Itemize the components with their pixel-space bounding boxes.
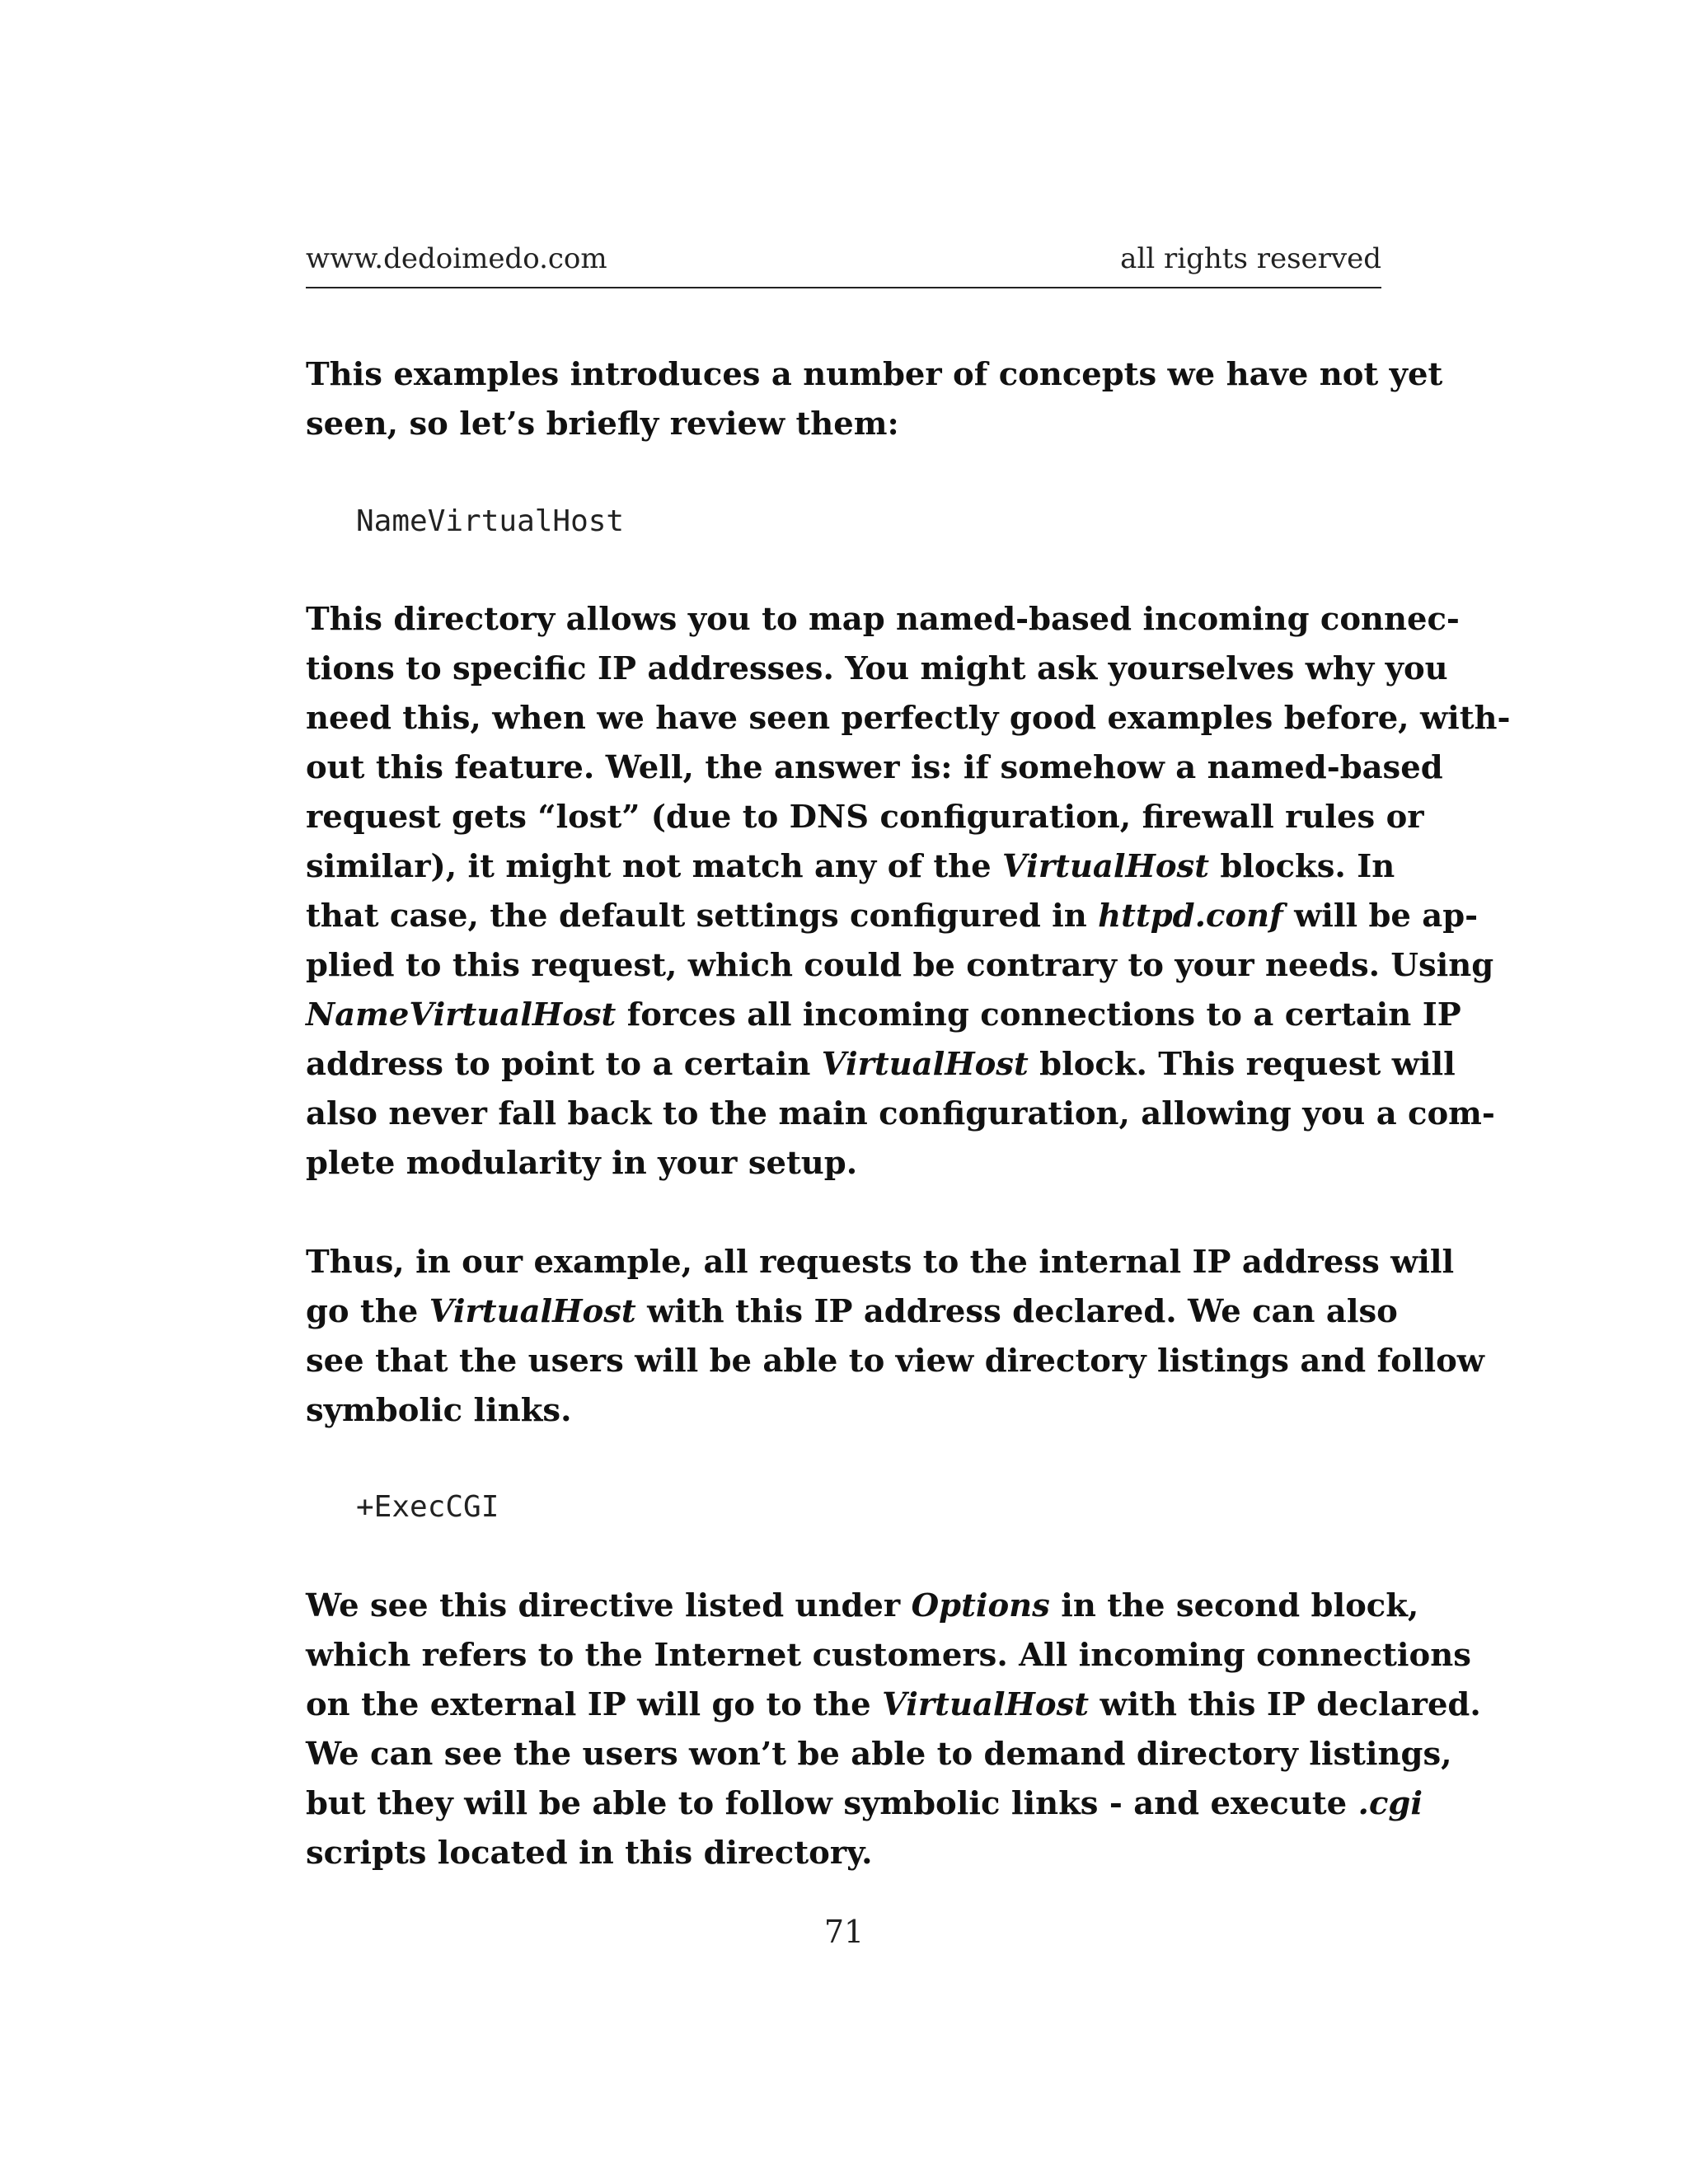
header-site-url: www.dedoimedo.com <box>306 242 607 275</box>
text-line: also never fall back to the main configuration, allowing you a com- <box>306 1095 1495 1132</box>
text-line: out this feature. Well, the answer is: if somehow a named-based <box>306 749 1443 786</box>
text-line <box>306 1582 1419 1631</box>
emphasis-cgi: .cgi <box>1357 1785 1423 1822</box>
namevirtualhost-paragraph <box>306 595 1511 1188</box>
text-line: see that the users will be able to view directory listings and follow <box>306 1343 1484 1380</box>
emphasis-options: Options <box>911 1587 1050 1624</box>
emphasis-virtualhost: VirtualHost <box>821 1046 1029 1083</box>
text-span: blocks. In <box>1220 848 1395 885</box>
emphasis-httpd-conf: httpd.conf <box>1098 898 1283 935</box>
page-header <box>306 241 1381 288</box>
text-line <box>306 991 1461 1040</box>
text-line: plete modularity in your setup. <box>306 1145 858 1182</box>
text-span: We see this directive listed under <box>306 1587 901 1624</box>
intro-paragraph <box>306 350 1443 449</box>
text-line <box>306 842 1395 892</box>
header-rights-notice: all rights reserved <box>1120 242 1381 275</box>
text-span: go the <box>306 1293 419 1330</box>
page-number: 71 <box>823 1914 865 1950</box>
text-line: This directory allows you to map named-based incoming connec- <box>306 601 1460 638</box>
emphasis-virtualhost: VirtualHost <box>1002 848 1209 885</box>
text-span: block. This request will <box>1039 1046 1456 1083</box>
text-span: will be ap- <box>1294 898 1479 935</box>
text-span: on the external IP will go to the <box>306 1686 871 1723</box>
text-span: that case, the default settings configured in <box>306 898 1087 935</box>
text-line: This examples introduces a number of concepts we have not yet <box>306 356 1443 393</box>
emphasis-virtualhost: VirtualHost <box>882 1686 1090 1723</box>
text-line: symbolic links. <box>306 1392 572 1429</box>
text-line: plied to this request, which could be contrary to your needs. Using <box>306 947 1494 984</box>
example-paragraph <box>306 1238 1484 1436</box>
execcgi-paragraph <box>306 1582 1481 1878</box>
text-span: similar), it might not match any of the <box>306 848 992 885</box>
text-span: with this IP address declared. We can also <box>647 1293 1398 1330</box>
emphasis-namevirtualhost: NameVirtualHost <box>306 996 617 1033</box>
code-execcgi: +ExecCGI <box>356 1490 499 1524</box>
text-span: in the second block, <box>1061 1587 1419 1624</box>
text-line: request gets “lost” (due to DNS configuration, firewall rules or <box>306 799 1424 836</box>
text-line: tions to specific IP addresses. You might ask yourselves why you <box>306 650 1448 687</box>
text-line <box>306 1779 1423 1829</box>
text-line: seen, so let’s briefly review them: <box>306 405 899 443</box>
text-line: Thus, in our example, all requests to the internal IP address will <box>306 1244 1455 1281</box>
text-line <box>306 1040 1456 1090</box>
text-line <box>306 1287 1398 1337</box>
text-span: but they will be able to follow symbolic links - and execute <box>306 1785 1348 1822</box>
text-line: scripts located in this directory. <box>306 1835 873 1872</box>
code-namevirtualhost: NameVirtualHost <box>356 504 625 538</box>
text-line <box>306 1680 1481 1730</box>
text-line <box>306 892 1479 941</box>
text-line: which refers to the Internet customers. All incoming connections <box>306 1637 1471 1674</box>
text-span: forces all incoming connections to a certain IP <box>626 996 1461 1033</box>
text-line: We can see the users won’t be able to demand directory listings, <box>306 1736 1452 1773</box>
emphasis-virtualhost: VirtualHost <box>429 1293 636 1330</box>
text-span: with this IP declared. <box>1100 1686 1481 1723</box>
text-span: address to point to a certain <box>306 1046 811 1083</box>
text-line: need this, when we have seen perfectly good examples before, with- <box>306 700 1511 737</box>
